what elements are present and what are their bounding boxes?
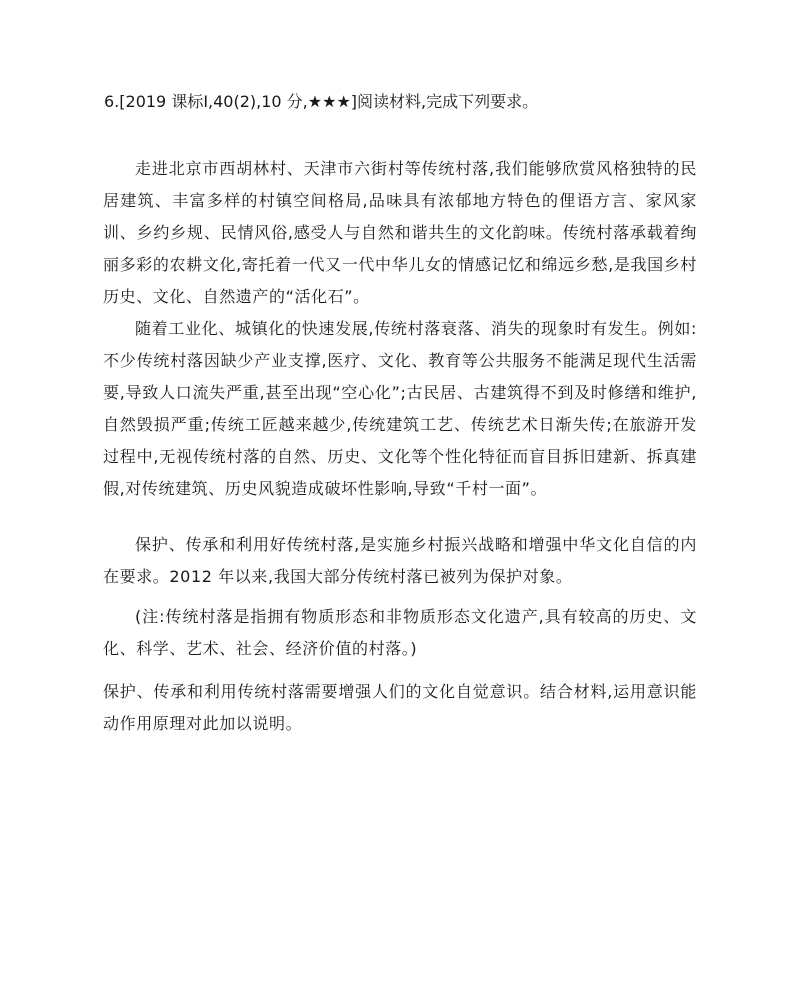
material-paragraph-1: 走进北京市西胡林村、天津市六街村等传统村落,我们能够欣赏风格独特的民居建筑、丰富多样的村镇空间格局,品味具有浓郁地方特色的俚语方言、家风家训、乡约乡规、民情风俗,感受人与自然和谐共生的文化韵味。传统村落承载着绚丽多彩的农耕文化,寄托着一代又一代中华儿女的情感记忆和绵远乡愁,是我国乡村历史、文化、自然遗产的“活化石”。 [103,159,697,306]
material-paragraph-2: 随着工业化、城镇化的快速发展,传统村落衰落、消失的现象时有发生。例如:不少传统村落因缺少产业支撑,医疗、文化、教育等公共服务不能满足现代生活需要,导致人口流失严重,甚至出现“空心化”;古民居、古建筑得不到及时修缮和维护,自然毁损严重;传统工匠越来越少,传统建筑工艺、传统艺术日渐失传;在旅游开发过程中,无视传统村落的自然、历史、文化等个性化特征而盲目拆旧建新、拆真建假,对传统建筑、历史风貌造成破坏性影响,导致“千村一面”。 [103,319,697,498]
question-header: 6.[2019 课标Ⅰ,40(2),10 分,★★★]阅读材料,完成下列要求。 [104,92,539,111]
material-note: (注:传统村落是指拥有物质形态和非物质形态文化遗产,具有较高的历史、文化、科学、艺术、社会、经济价值的村落。) [103,607,697,658]
question-task: 保护、传承和利用传统村落需要增强人们的文化自觉意识。结合材料,运用意识能动作用原理对此加以说明。 [103,682,697,733]
material-paragraph-3: 保护、传承和利用好传统村落,是实施乡村振兴战略和增强中华文化自信的内在要求。2012 年以来,我国大部分传统村落已被列为保护对象。 [103,535,697,586]
